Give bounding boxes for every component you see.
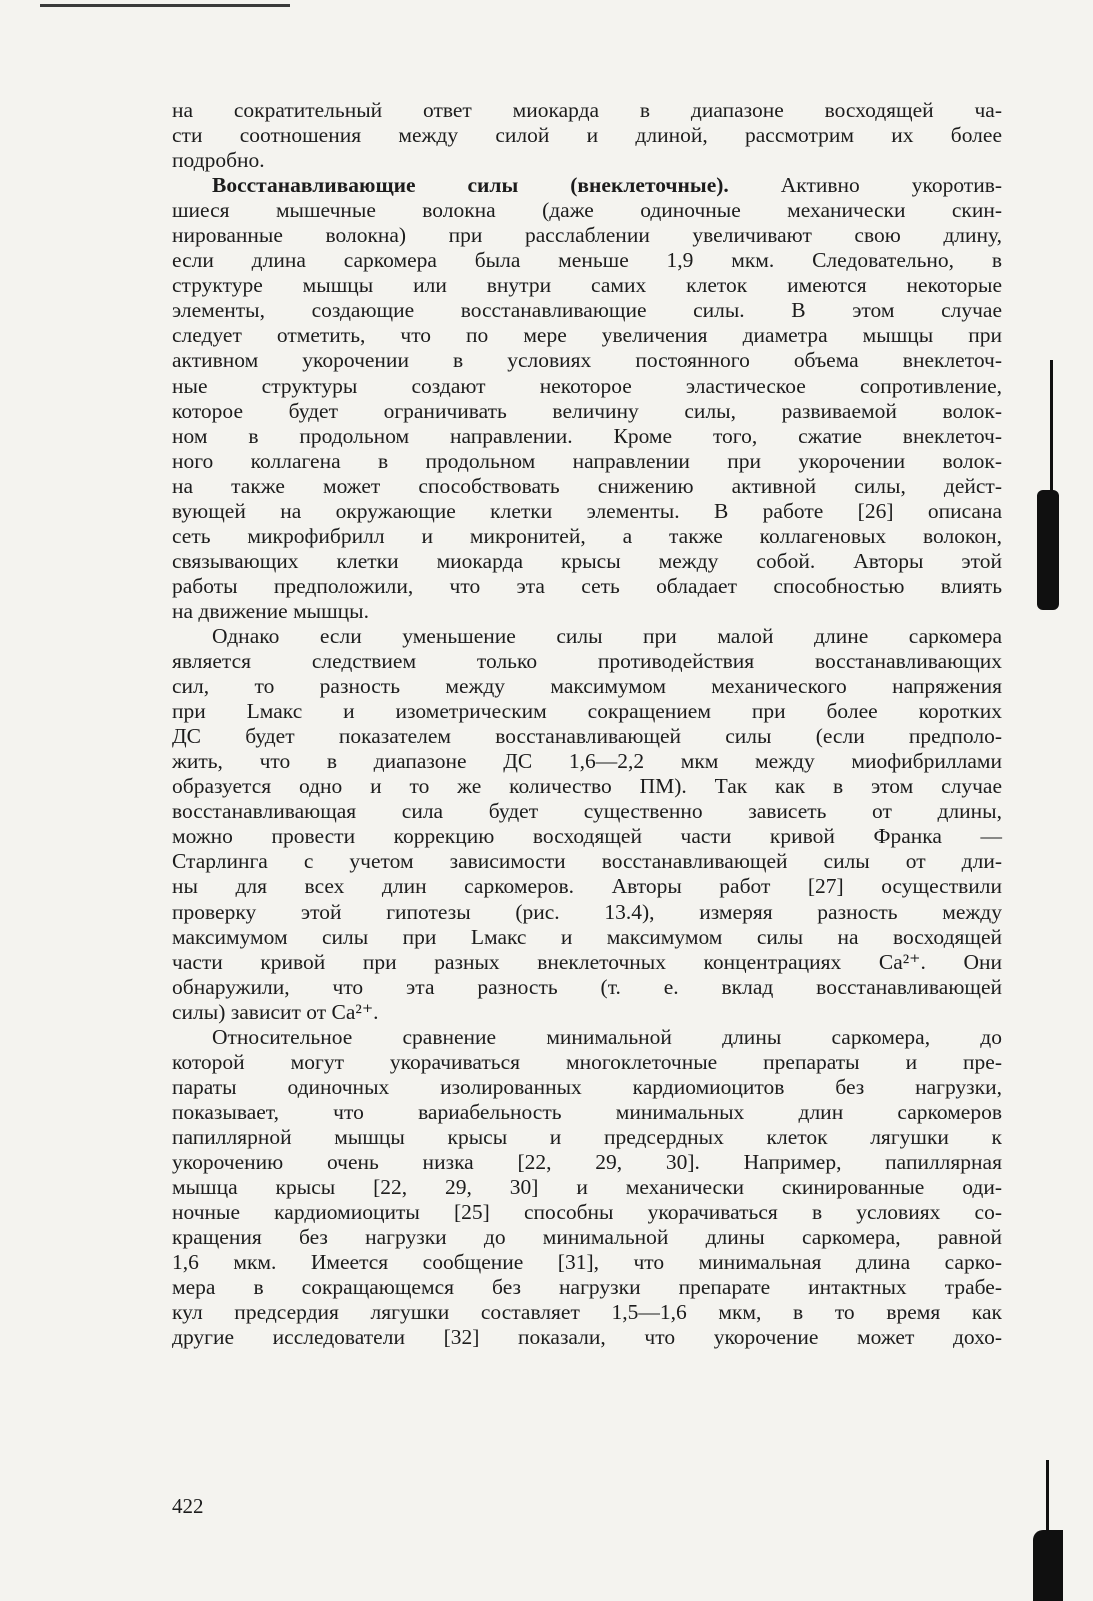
line-text: если длина саркомера была меньше 1,9 мкм. Следовательно, в: [172, 248, 1002, 273]
text-line: [172, 1100, 1002, 1125]
text-line: [172, 549, 1002, 574]
line-text: подробно.: [172, 148, 265, 173]
text-line: [172, 749, 1002, 774]
text-line: [172, 849, 1002, 874]
text-line: [172, 950, 1002, 975]
text-line: [172, 1275, 1002, 1300]
header-rule: [40, 4, 290, 7]
line-text: работы предположили, что эта сеть обладает способностью влиять: [172, 573, 1002, 598]
line-text: на также может способствовать снижению активной силы, дейст-: [172, 473, 1002, 498]
line-text: связывающих клетки миокарда крысы между собой. Авторы этой: [172, 548, 1002, 573]
line-text: проверку этой гипотезы (рис. 13.4), измеряя разность между: [172, 899, 1002, 924]
page-number: 422: [172, 1494, 204, 1518]
line-text: структуре мышцы или внутри самих клеток имеются некоторые: [172, 273, 1002, 298]
text-line: [172, 474, 1002, 499]
line-text: можно провести коррекцию восходящей части кривой Франка —: [172, 824, 1002, 849]
text-line: [172, 799, 1002, 824]
line-text: на сократительный ответ миокарда в диапазоне восходящей ча-: [172, 98, 1002, 122]
line-text: жить, что в диапазоне ДС 1,6—2,2 мкм между миофибриллами: [172, 749, 1002, 774]
text-line: [172, 123, 1002, 148]
text-line: [172, 173, 1002, 198]
text-line: [172, 323, 1002, 348]
line-text: которой могут укорачиваться многоклеточные препараты и пре-: [172, 1049, 1002, 1074]
text-line: [172, 1300, 1002, 1325]
text-line: [172, 1050, 1002, 1075]
line-text: другие исследователи [32] показали, что укорочение может дохо-: [172, 1325, 1002, 1350]
text-line: [172, 574, 1002, 599]
text-line: [172, 599, 1002, 624]
line-text: ном в продольном направлении. Кроме того, сжатие внеклеточ-: [172, 423, 1002, 448]
text-line: [172, 649, 1002, 674]
line-text: мышца крысы [22, 29, 30] и механически скинированные оди-: [172, 1175, 1002, 1200]
line-text: укорочению очень низка [22, 29, 30]. Например, папиллярная: [172, 1149, 1002, 1174]
line-text: образуется одно и то же количество ПМ). Так как в этом случае: [172, 774, 1002, 799]
text-line: [172, 1250, 1002, 1275]
line-text: ночные кардиомиоциты [25] способны укорачиваться в условиях со-: [172, 1200, 1002, 1225]
line-text: активном укорочении в условиях постоянного объема внеклеточ-: [172, 348, 1002, 373]
line-text: сил, то разность между максимумом механического напряжения: [172, 674, 1002, 699]
text-line: [172, 524, 1002, 549]
line-text: при Lмакс и изометрическим сокращением при более коротких: [172, 699, 1002, 724]
text-line: [172, 98, 1002, 123]
body-text: [172, 98, 1002, 1350]
scan-margin-mark: [1037, 490, 1059, 610]
line-text: кращения без нагрузки до минимальной длины саркомера, равной: [172, 1225, 1002, 1250]
text-line: [172, 449, 1002, 474]
line-text: показывает, что вариабельность минимальных длин саркомеров: [172, 1099, 1002, 1124]
text-line: [172, 348, 1002, 373]
text-line: [172, 148, 1002, 173]
text-line: [172, 374, 1002, 399]
line-text: Активно укоротив-: [728, 173, 1003, 198]
line-text: ДС будет показателем восстанавливающей силы (если предполо-: [172, 724, 1002, 749]
line-text: ны для всех длин саркомеров. Авторы работ [27] осуществили: [172, 874, 1002, 899]
line-text: является следствием только противодействия восстанавливающих: [172, 649, 1002, 674]
line-text: которое будет ограничивать величину силы, развиваемой волок-: [172, 398, 1002, 423]
line-text: нированные волокна) при расслаблении увеличивают свою длину,: [172, 223, 1002, 248]
text-line: [172, 1225, 1002, 1250]
line-text: Однако если уменьшение силы при малой длине саркомера: [212, 623, 1002, 648]
line-text: ного коллагена в продольном направлении при укорочении волок-: [172, 448, 1002, 473]
text-line: [172, 1025, 1002, 1050]
line-text: шиеся мышечные волокна (даже одиночные механически скин-: [172, 198, 1002, 223]
text-line: [172, 1175, 1002, 1200]
text-line: [172, 975, 1002, 1000]
line-text: максимумом силы при Lмакс и максимумом силы на восходящей: [172, 924, 1002, 949]
line-text: на движение мышцы.: [172, 598, 369, 623]
text-line: [172, 900, 1002, 925]
line-text: параты одиночных изолированных кардиомиоцитов без нагрузки,: [172, 1074, 1002, 1099]
text-line: [172, 674, 1002, 699]
section-heading: Восстанавливающие силы (внеклеточные).: [212, 173, 729, 198]
line-text: 1,6 мкм. Имеется сообщение [31], что минимальная длина сарко-: [172, 1250, 1002, 1275]
line-text: Старлинга с учетом зависимости восстанавливающей силы от дли-: [172, 849, 1002, 874]
text-line: [172, 248, 1002, 273]
text-line: [172, 1075, 1002, 1100]
line-text: силы) зависит от Ca²⁺.: [172, 999, 379, 1024]
text-line: [172, 699, 1002, 724]
line-text: ные структуры создают некоторое эластическое сопротивление,: [172, 373, 1002, 398]
line-text: восстанавливающая сила будет существенно зависеть от длины,: [172, 799, 1002, 824]
line-text: части кривой при разных внеклеточных концентрациях Ca²⁺. Они: [172, 949, 1002, 974]
text-line: [172, 874, 1002, 899]
line-text: следует отметить, что по мере увеличения диаметра мышцы при: [172, 323, 1002, 348]
line-text: сти соотношения между силой и длиной, рассмотрим их более: [172, 123, 1002, 148]
line-text: сеть микрофибрилл и микронитей, а также коллагеновых волокон,: [172, 523, 1002, 548]
line-text: Относительное сравнение минимальной длины саркомера, до: [212, 1024, 1002, 1049]
text-line: [172, 273, 1002, 298]
line-text: кул предсердия лягушки составляет 1,5—1,6 мкм, в то время как: [172, 1300, 1002, 1325]
line-text: элементы, создающие восстанавливающие силы. В этом случае: [172, 298, 1002, 323]
text-line: [172, 624, 1002, 649]
text-line: [172, 925, 1002, 950]
text-line: [172, 1000, 1002, 1025]
line-text: мера в сокращающемся без нагрузки препарате интактных трабе-: [172, 1275, 1002, 1300]
scan-margin-mark: [1033, 1530, 1063, 1601]
text-line: [172, 774, 1002, 799]
text-line: [172, 223, 1002, 248]
text-line: [172, 499, 1002, 524]
text-line: [172, 1325, 1002, 1350]
text-line: [172, 298, 1002, 323]
text-line: [172, 1150, 1002, 1175]
line-text: вующей на окружающие клетки элементы. В работе [26] описана: [172, 498, 1002, 523]
text-line: [172, 824, 1002, 849]
text-line: [172, 424, 1002, 449]
text-line: [172, 724, 1002, 749]
text-line: [172, 399, 1002, 424]
text-line: [172, 1125, 1002, 1150]
text-line: [172, 198, 1002, 223]
line-text: папиллярной мышцы крысы и предсердных клеток лягушки к: [172, 1124, 1002, 1149]
text-line: [172, 1200, 1002, 1225]
line-text: обнаружили, что эта разность (т. е. вклад восстанавливающей: [172, 974, 1002, 999]
